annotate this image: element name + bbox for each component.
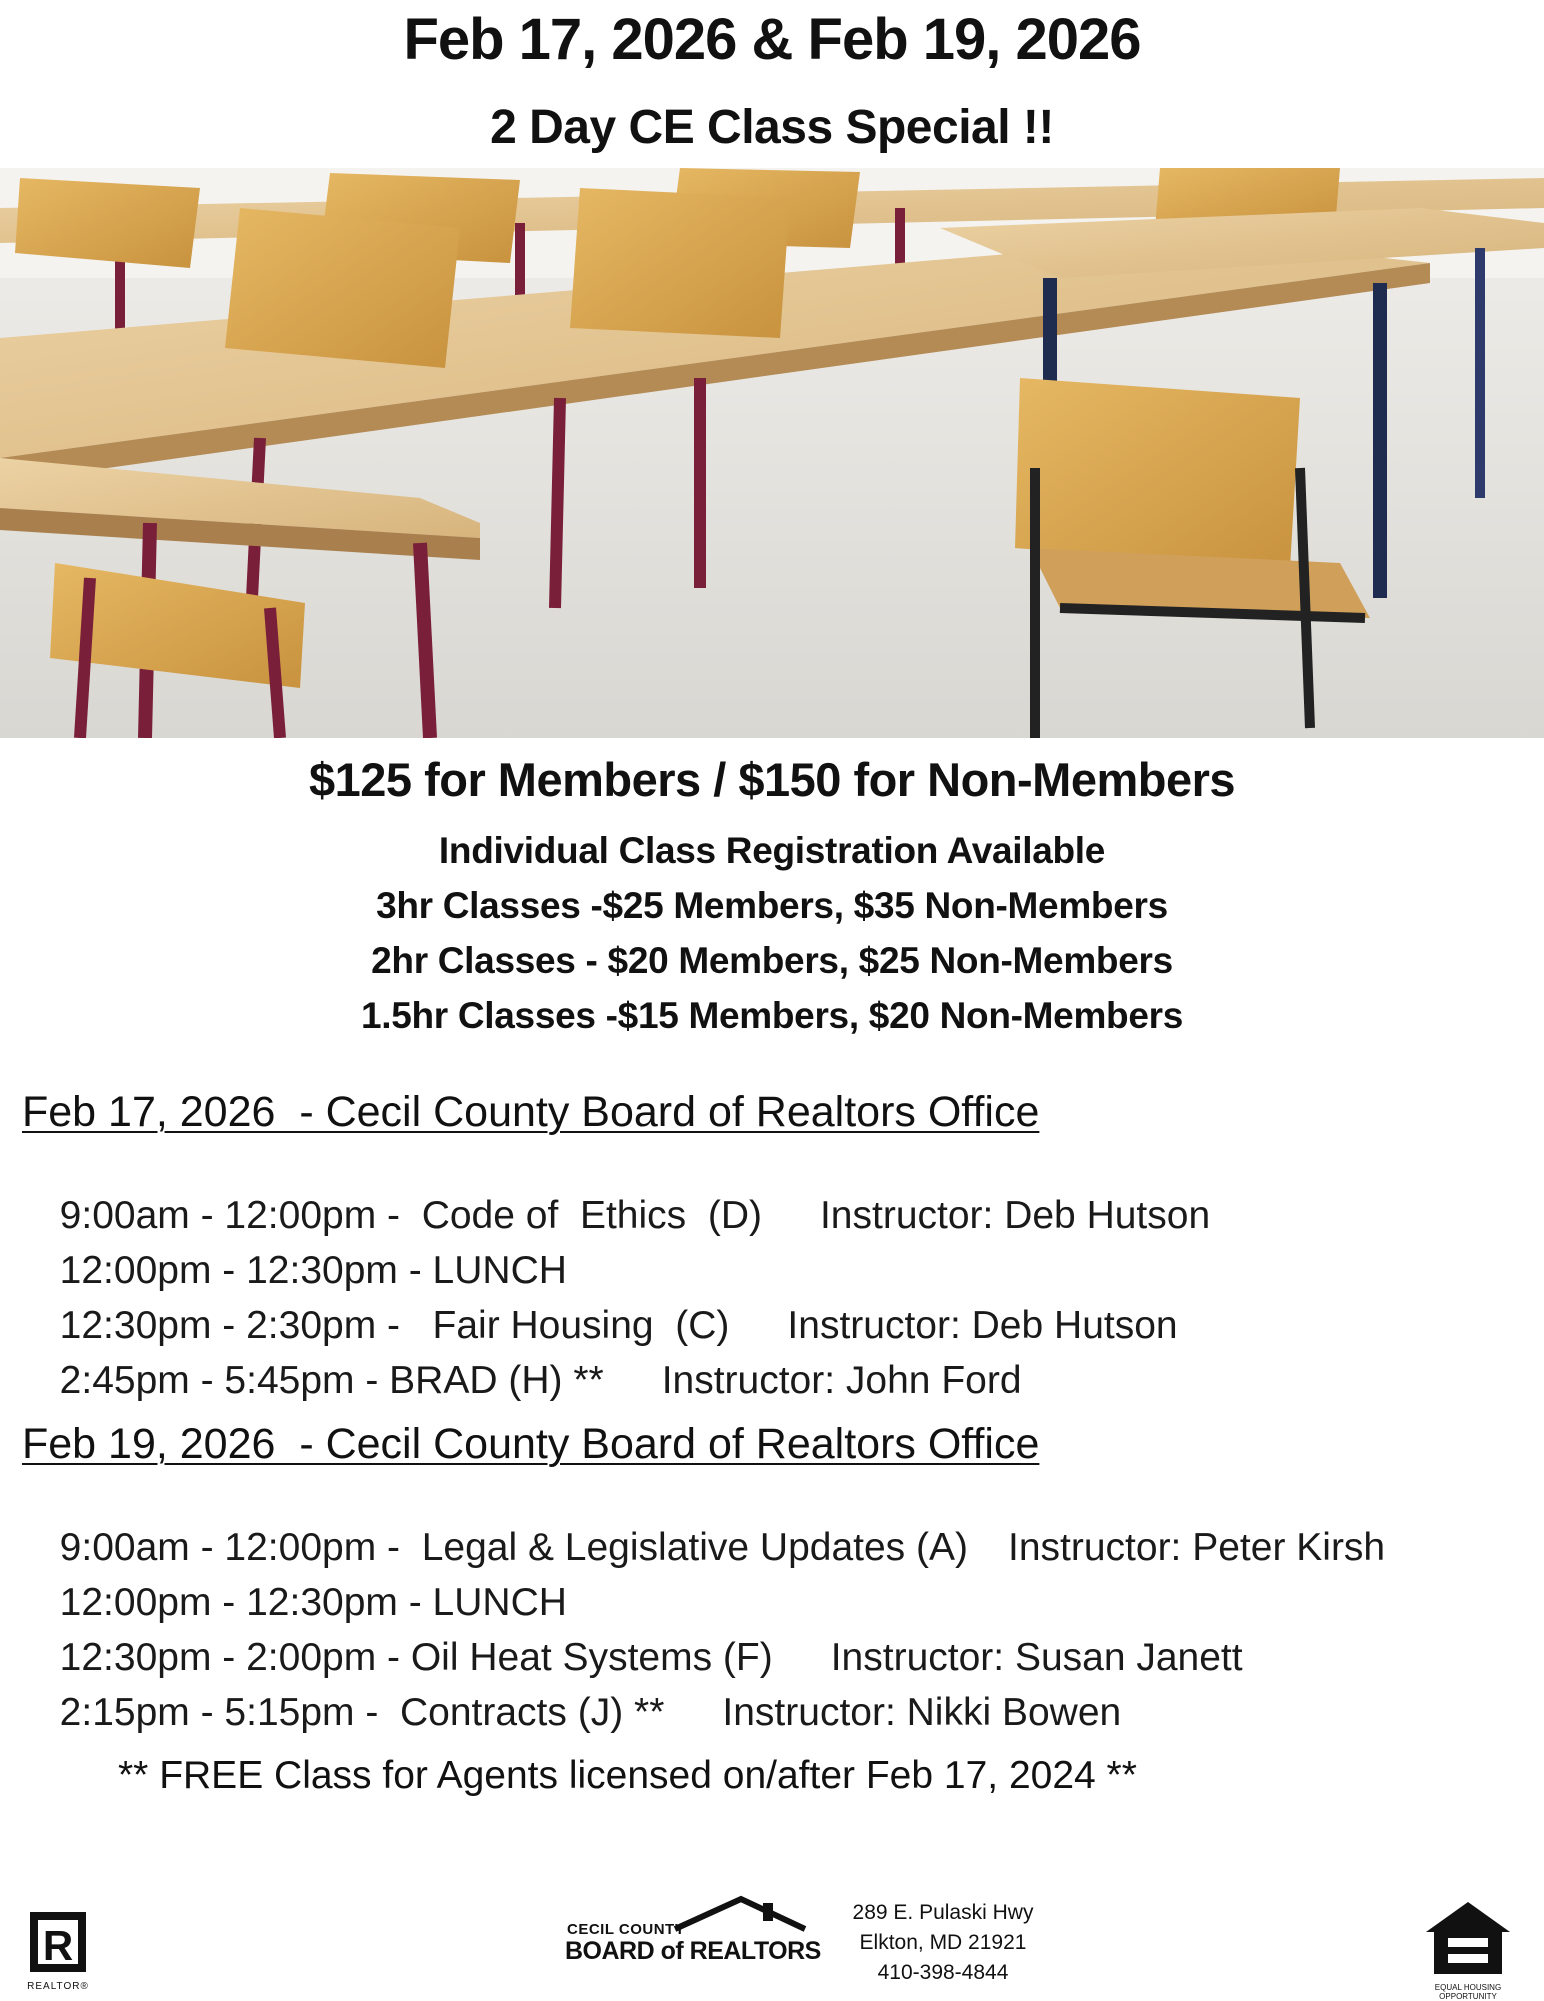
instructor: Instructor: Peter Kirsh <box>1008 1526 1386 1569</box>
schedule-time: 12:30pm - 2:30pm - <box>59 1304 433 1347</box>
board-logo-line1: CECIL COUNTY <box>567 1921 686 1938</box>
board-logo-line2: BOARD of REALTORS <box>565 1937 821 1965</box>
equal-housing-icon <box>1420 1898 1516 2001</box>
svg-text:R: R <box>42 1922 74 1969</box>
price-3hr: 3hr Classes -$25 Members, $35 Non-Members <box>376 885 1168 926</box>
day2-title: Feb 19, 2026 - Cecil County Board of Realtors Office <box>22 1420 1040 1468</box>
course-name: Legal & Legislative Updates (A) <box>421 1526 968 1569</box>
price-1-5hr: 1.5hr Classes -$15 Members, $20 Non-Members <box>360 995 1184 1036</box>
course-name: Contracts (J) ** <box>400 1691 665 1734</box>
eho-text: EQUAL HOUSING OPPORTUNITY <box>1434 1983 1502 2001</box>
instructor: Instructor: Deb Hutson <box>787 1304 1178 1347</box>
instructor: Instructor: John Ford <box>661 1359 1022 1402</box>
schedule-time: 9:00am - 12:00pm - <box>59 1194 422 1237</box>
event-dates: Feb 17, 2026 & Feb 19, 2026 <box>403 7 1141 72</box>
course-name: BRAD (H) ** <box>389 1359 604 1402</box>
free-class-note: ** FREE Class for Agents licensed on/after Feb 17, 2024 ** <box>118 1754 1137 1797</box>
individual-registration: Individual Class Registration Available <box>438 830 1106 871</box>
schedule-time: 12:30pm - 2:00pm - <box>59 1636 411 1679</box>
instructor: Instructor: Nikki Bowen <box>722 1691 1122 1734</box>
realtor-mark-text: REALTOR® <box>27 1981 89 1992</box>
office-address <box>848 1898 1038 1988</box>
price-2hr: 2hr Classes - $20 Members, $25 Non-Members <box>371 940 1173 981</box>
package-price: $125 for Members / $150 for Non-Members <box>308 753 1236 806</box>
address-street: 289 E. Pulaski Hwy <box>852 1901 1034 1924</box>
office-phone: 410-398-4844 <box>877 1961 1009 1984</box>
day2-row <box>38 1647 1121 1735</box>
course-name: LUNCH <box>432 1249 567 1292</box>
schedule-time: 12:00pm - 12:30pm - <box>59 1581 433 1624</box>
schedule-time: 2:15pm - 5:15pm - <box>59 1691 400 1734</box>
course-name: LUNCH <box>432 1581 567 1624</box>
course-name: Oil Heat Systems (F) <box>410 1636 773 1679</box>
board-logo <box>565 1895 835 1975</box>
instructor: Instructor: Deb Hutson <box>819 1194 1211 1237</box>
day1-row <box>38 1315 1022 1403</box>
schedule-time: 2:45pm - 5:45pm - <box>59 1359 390 1402</box>
event-headline: 2 Day CE Class Special !! <box>490 101 1054 154</box>
schedule-time: 9:00am - 12:00pm - <box>59 1526 422 1569</box>
instructor: Instructor: Susan Janett <box>830 1636 1243 1679</box>
classroom-photo <box>0 168 1544 738</box>
course-name: Code of Ethics (D) <box>421 1194 762 1237</box>
realtor-r-icon <box>26 1910 90 1992</box>
address-city: Elkton, MD 21921 <box>859 1931 1027 1954</box>
day1-title: Feb 17, 2026 - Cecil County Board of Realtors Office <box>22 1088 1040 1136</box>
course-name: Fair Housing (C) <box>432 1304 730 1347</box>
schedule-time: 12:00pm - 12:30pm - <box>59 1249 433 1292</box>
